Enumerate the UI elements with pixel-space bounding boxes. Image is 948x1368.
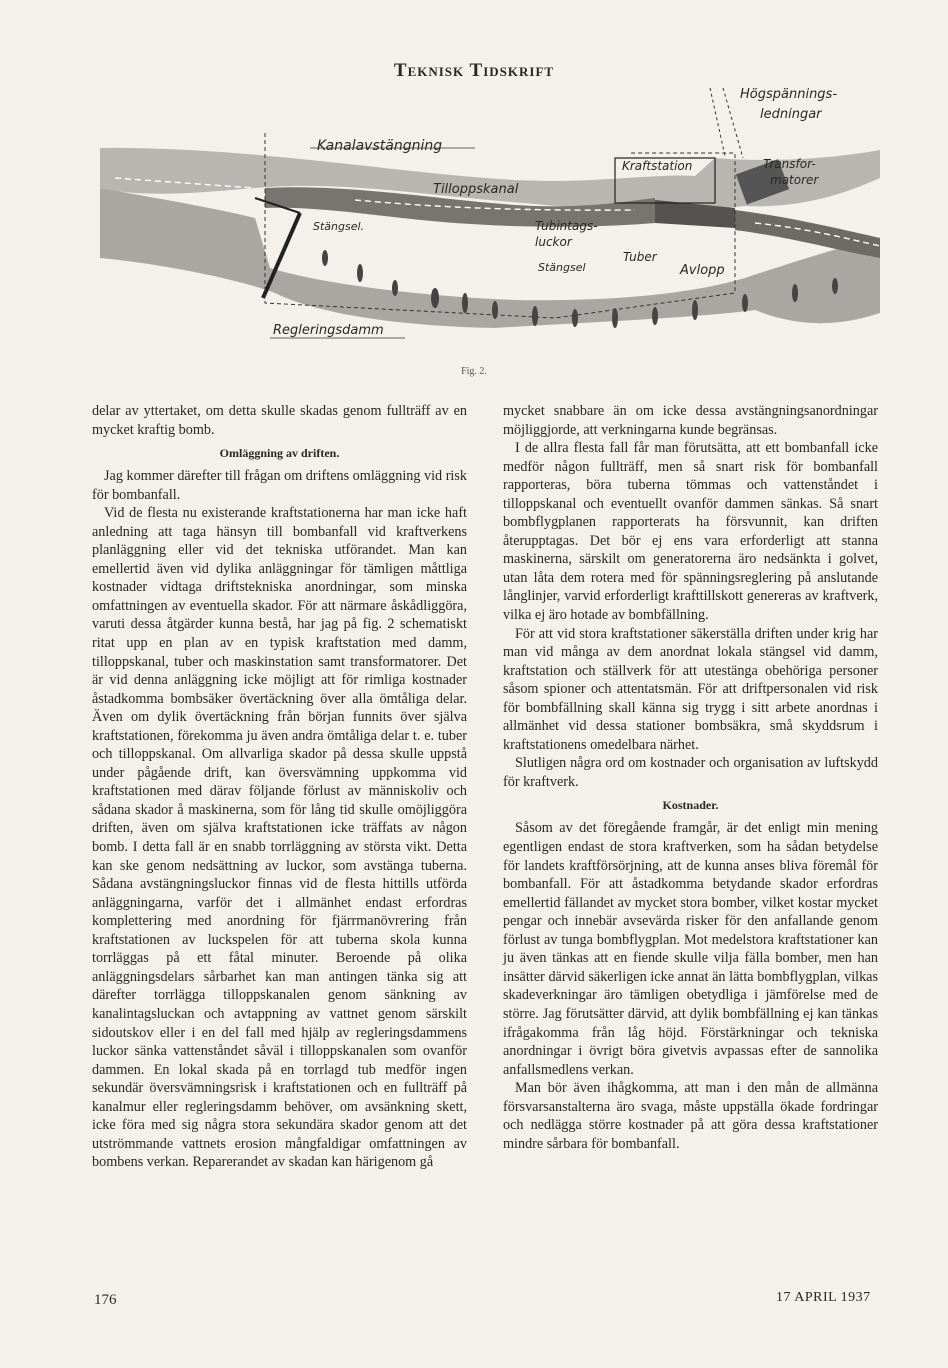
right-column xyxy=(503,402,878,1153)
right-paragraph-1: mycket snabbare än om icke dessa avstängningsanordningar möjliggjorde, att verkningarna kunde begränsas. xyxy=(503,403,878,438)
left-paragraph-1: delar av yttertaket, om detta skulle skadas genom fullträff av en mycket kraftig bomb. xyxy=(92,403,467,438)
right-paragraph-4: Slutligen några ord om kostnader och organisation av luftskydd för kraftverk. xyxy=(503,755,878,790)
left-paragraph-2: Jag kommer därefter till frågan om driftens omläggning vid risk för bombanfall. xyxy=(92,468,467,503)
issue-date: 17 APRIL 1937 xyxy=(776,1290,871,1305)
figure-2-diagram xyxy=(95,88,885,363)
label-tubintag-1: Tubintags- xyxy=(535,219,598,233)
label-transformatorer-2: matorer xyxy=(770,173,819,187)
label-avlopp: Avlopp xyxy=(680,263,725,278)
label-tubintag-2: luckor xyxy=(535,235,572,249)
label-stangsel-2: Stängsel xyxy=(538,261,586,274)
label-stangsel-1: Stängsel. xyxy=(313,220,365,233)
outflow xyxy=(735,210,880,258)
right-paragraph-3: För att vid stora kraftstationer säkerställa driften under krig har man vid många av dem anordnat lokala stängsel vid damm, kraftstation och ställverk för att utestänga obehöriga personer såsom spioner och attentatsmän. För att driftpersonalen vid risk för bombfällning skall känna sig trygg i sitt arbete anordnas i allmänhet vid dessa stationer bombsäkra, små skyddsrum i kraftstationens omedelbara närhet. xyxy=(503,625,878,753)
label-hogspanning-2: ledningar xyxy=(760,107,822,122)
figure-caption: Fig. 2. xyxy=(461,366,487,377)
page-number: 176 xyxy=(94,1292,117,1308)
label-regleringsdamm: Regleringsdamm xyxy=(273,323,384,338)
label-tilloppskanal: Tilloppskanal xyxy=(433,182,519,197)
right-paragraph-6: Man bör även ihågkomma, att man i den mån de allmänna försvarsanstalterna äro svaga, måste uppställa ökade fordringar och nedlägga större kostnader på att göra dessa kraftstationer mindre sårbara för bombanfall. xyxy=(503,1080,878,1152)
journal-title: Teknisk Tidskrift xyxy=(393,60,555,81)
label-transformatorer-1: Transfor- xyxy=(763,157,816,171)
label-kanalavstangning: Kanalavstängning xyxy=(317,138,443,154)
section-heading-kostnader: Kostnader. xyxy=(662,798,719,813)
label-tuber: Tuber xyxy=(623,250,657,264)
label-hogspanning-1: Högspännings- xyxy=(740,88,838,102)
label-kraftstation: Kraftstation xyxy=(622,159,693,173)
right-paragraph-5: Såsom av det föregående framgår, är det enligt min mening egentligen endast de stora kraftverken, som ha sådan betydelse för landets kraftförsörjning, att de kunna anses bliva föremål för bombanfall. För att åstadkomma betydande skador erfordras emellertid fällandet av mycket stora bomber, vilket kostar mycket pengar och innebär avsevärda risker för den anfallande genom förlust av tunga bombflygplan. Mot medelstora kraftstationer kan ju även tänkas att en fiende skulle vilja fälla bomber, men han insätter därvid säkerligen icke annat än lätta bombflygplan, vilkas skadeverkningar äro tämligen obetydliga i jämförelse med de större. Jag förutsätter därvid, att dylik bombfällning ej kan tänkas ifrågakomma från låg höjd. Förstärkningar och tekniska anordningar i övrigt böra givetvis avpassas efter de sannolika anfallsmedlens verkan. xyxy=(503,820,878,1078)
left-column xyxy=(92,402,467,1172)
right-paragraph-2: I de allra flesta fall får man förutsätta, att ett bombanfall icke medför någon fullträff, men så snart risk för bombanfall rapporteras, böra tuberna tömmas och vattenståndet i tilloppskanal och eventuellt ovanför dammen sänkas. Så snart bombflygplanen rapporterats ha försvunnit, kan driften återupptagas. Det bör ej ens vara erforderligt att stanna maskinerna, särskilt om generatorerna äro nedsänkta i golvet, utan låta dem rotera med för spänningsreglering på anslutande långlinjer, varvid erforderligt krafttillskott genereras av kraftverk, vilka ej äro hotade av bombfällning. xyxy=(503,440,878,624)
section-heading-omlaggning: Omläggning av driften. xyxy=(219,446,340,461)
left-paragraph-3: Vid de flesta nu existerande kraftstationerna har man icke haft anledning att taga hänsyn till bombanfall vid kraftverkens planläggning eller vid det tekniska utförandet. Man kan emellertid även vid dylika anläggningar för tämligen måttliga kostnader vidtaga driftstekniska anordningar, som minska omfattningen av eventuella skador. För att närmare åskådliggöra, varuti dessa åtgärder kunna bestå, har jag på fig. 2 schematiskt ritat upp en plan av en typisk kraftstation med damm, tilloppskanal, tuber och maskinstation samt transformatorer. Det är vid denna anläggning icke möjligt att för rimliga kostnader åstadkomma bombsäker övertäckning över alla ömtåliga delar. Även om dylik övertäckning från början funnits över själva kraftstationen, förekomma ju även andra ömtåliga delar t. e. tuber och tilloppskanal. Om allvarliga skador på dessa skulle uppstå under pågående drift, kan översvämning uppkomma vid kraftstationen med därav följande förlust av människoliv och sådana skador å maskinerna, som för lång tid skulle omöjliggöra driften, även om själva kraftstationen icke träffats av någon bomb. I detta fall är en snabb torrläggning av största vikt. Detta kan ske genom nedsättning av luckor, som avstänga tuberna. Sådana avstängningsluckor finnas vid de flesta hittills utförda anläggningarna, varför det i allmänhet endast erfordras komplettering med anordning för fjärrmanövrering från kraftstationen av luckspelen för att tuberna skola kunna torrläggas på ett fåtal minuter. Beroende på olika anläggningsdelars sårbarhet kan man antingen tänka sig att därefter torrlägga tilloppskanalen genom sänkning av kanalintagsluckan och avtappning av vattnet genom särskilt sidoutskov eller i en del fall med hjälp av regleringsdammens luckor sänka vattenståndet såväl i tilloppskanalen som ovanför dammen. En lokal skada på en torrlagd tub medför ingen sekundär översvämningsrisk i kraftstationen och en fullträff på kanalmur eller regleringsdamm behöver, om avsänkning skett, icke föra med sig några stora sekundära skador genom att det utströmmande vattnets erosion mångfaldigar omfattningen av bombens verkan. Reparerandet av skadan kan härigenom gå xyxy=(92,505,467,1171)
